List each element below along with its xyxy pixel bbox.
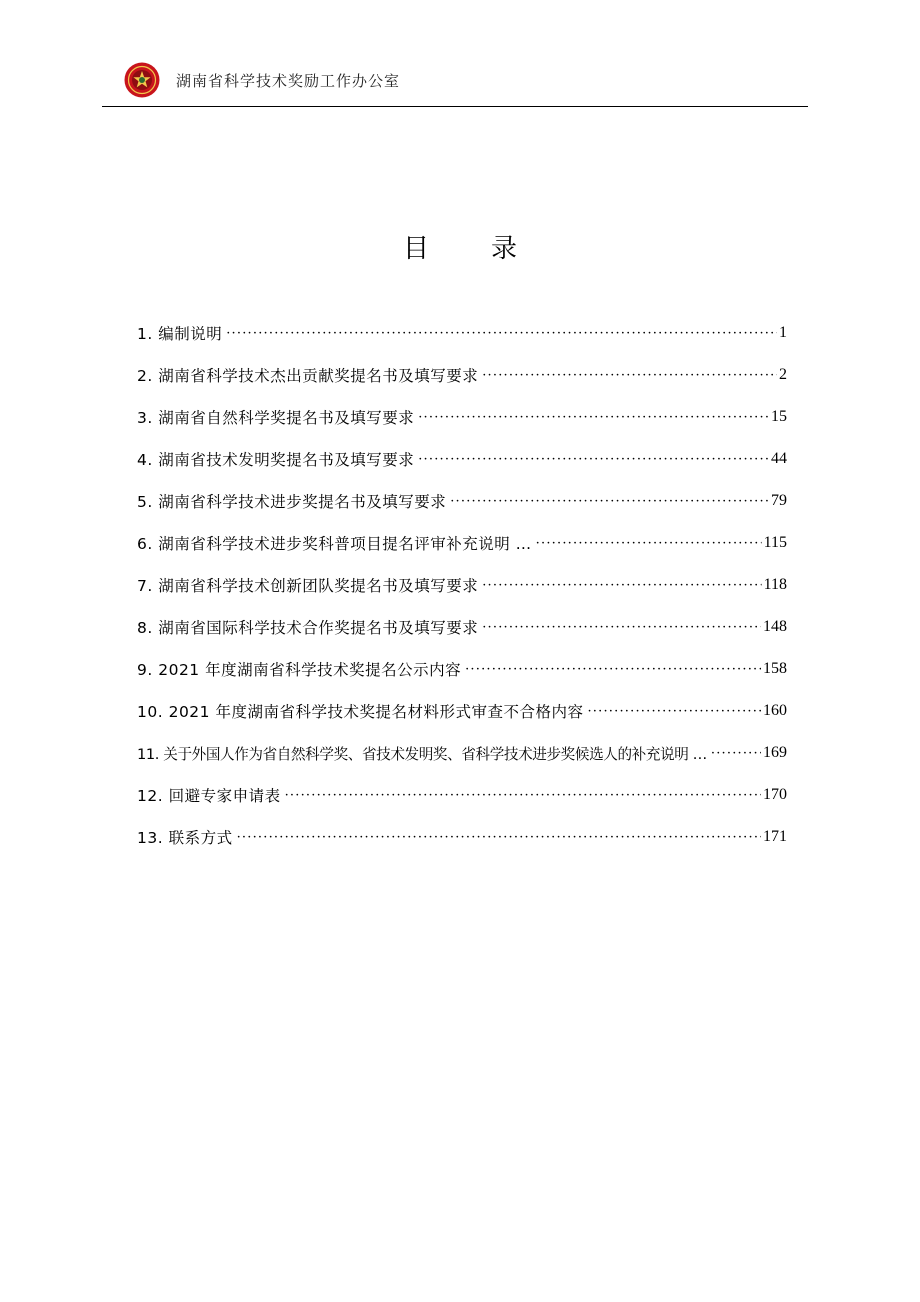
toc-dot-leader [418, 410, 769, 425]
toc-entry-label: 12. 回避专家申请表 [137, 787, 281, 805]
toc-entry-page: 44 [771, 450, 787, 467]
page-header [102, 58, 808, 108]
toc-dot-leader [482, 368, 777, 383]
toc-entry-label: 10. 2021 年度湖南省科学技术奖提名材料形式审查不合格内容 [137, 703, 584, 721]
toc-dot-leader [587, 704, 761, 719]
toc-entry-page: 170 [763, 786, 787, 803]
toc-dot-leader [711, 746, 761, 761]
page-title [0, 228, 920, 265]
toc-entry-page: 118 [763, 576, 787, 593]
toc-entry[interactable] [137, 732, 787, 774]
toc-dot-leader [482, 578, 761, 593]
title-char-1: 目 [402, 234, 429, 264]
toc-entry-page: 158 [763, 660, 787, 677]
toc-entry-page: 171 [763, 828, 787, 845]
toc-entry-page: 160 [763, 702, 787, 719]
toc-entry-label: 3. 湖南省自然科学奖提名书及填写要求 [137, 409, 415, 427]
toc-entry[interactable] [137, 438, 787, 480]
toc-entry[interactable] [137, 312, 787, 354]
toc-entry-page: 15 [771, 408, 787, 425]
toc-dot-leader [482, 620, 761, 635]
toc-entry[interactable] [137, 648, 787, 690]
toc-entry[interactable] [137, 690, 787, 732]
toc-entry-label: 1. 编制说明 [137, 325, 223, 343]
toc-entry-page: 79 [771, 492, 787, 509]
toc-entry[interactable] [137, 354, 787, 396]
toc-entry[interactable] [137, 564, 787, 606]
toc-entry-label: 8. 湖南省国际科学技术合作奖提名书及填写要求 [137, 619, 479, 637]
toc-entry-label: 9. 2021 年度湖南省科学技术奖提名公示内容 [137, 661, 462, 679]
toc-entry-label: 7. 湖南省科学技术创新团队奖提名书及填写要求 [137, 577, 479, 595]
toc-entry-page: 169 [763, 744, 787, 761]
toc-entry-page: 148 [763, 618, 787, 635]
toc-dot-leader [285, 788, 761, 803]
toc-entry-label: 4. 湖南省技术发明奖提名书及填写要求 [137, 451, 415, 469]
toc-dot-leader [226, 326, 777, 341]
toc-entry-page: 115 [763, 534, 787, 551]
org-name: 湖南省科学技术奖励工作办公室 [176, 72, 401, 90]
toc-entry[interactable] [137, 816, 787, 858]
toc-dot-leader [237, 830, 761, 845]
toc-dot-leader [465, 662, 761, 677]
toc-dot-leader [536, 536, 762, 551]
toc-entry-label: 11. 关于外国人作为省自然科学奖、省技术发明奖、省科学技术进步奖候选人的补充说明 … [137, 745, 707, 763]
toc-entry[interactable] [137, 480, 787, 522]
toc-dot-leader [418, 452, 769, 467]
toc-entry[interactable] [137, 396, 787, 438]
emblem-logo [124, 62, 160, 98]
toc-entry-page: 1 [779, 324, 787, 341]
toc-entry-label: 6. 湖南省科学技术进步奖科普项目提名评审补充说明 … [137, 535, 532, 553]
toc-dot-leader [450, 494, 769, 509]
toc-entry-label: 5. 湖南省科学技术进步奖提名书及填写要求 [137, 493, 447, 511]
toc-entry-label: 2. 湖南省科学技术杰出贡献奖提名书及填写要求 [137, 367, 479, 385]
toc-entry-label: 13. 联系方式 [137, 829, 233, 847]
header-divider [102, 106, 808, 107]
toc-entry[interactable] [137, 606, 787, 648]
table-of-contents [137, 312, 787, 858]
toc-entry[interactable] [137, 774, 787, 816]
title-char-2: 录 [491, 234, 518, 264]
toc-entry[interactable] [137, 522, 787, 564]
toc-entry-page: 2 [779, 366, 787, 383]
